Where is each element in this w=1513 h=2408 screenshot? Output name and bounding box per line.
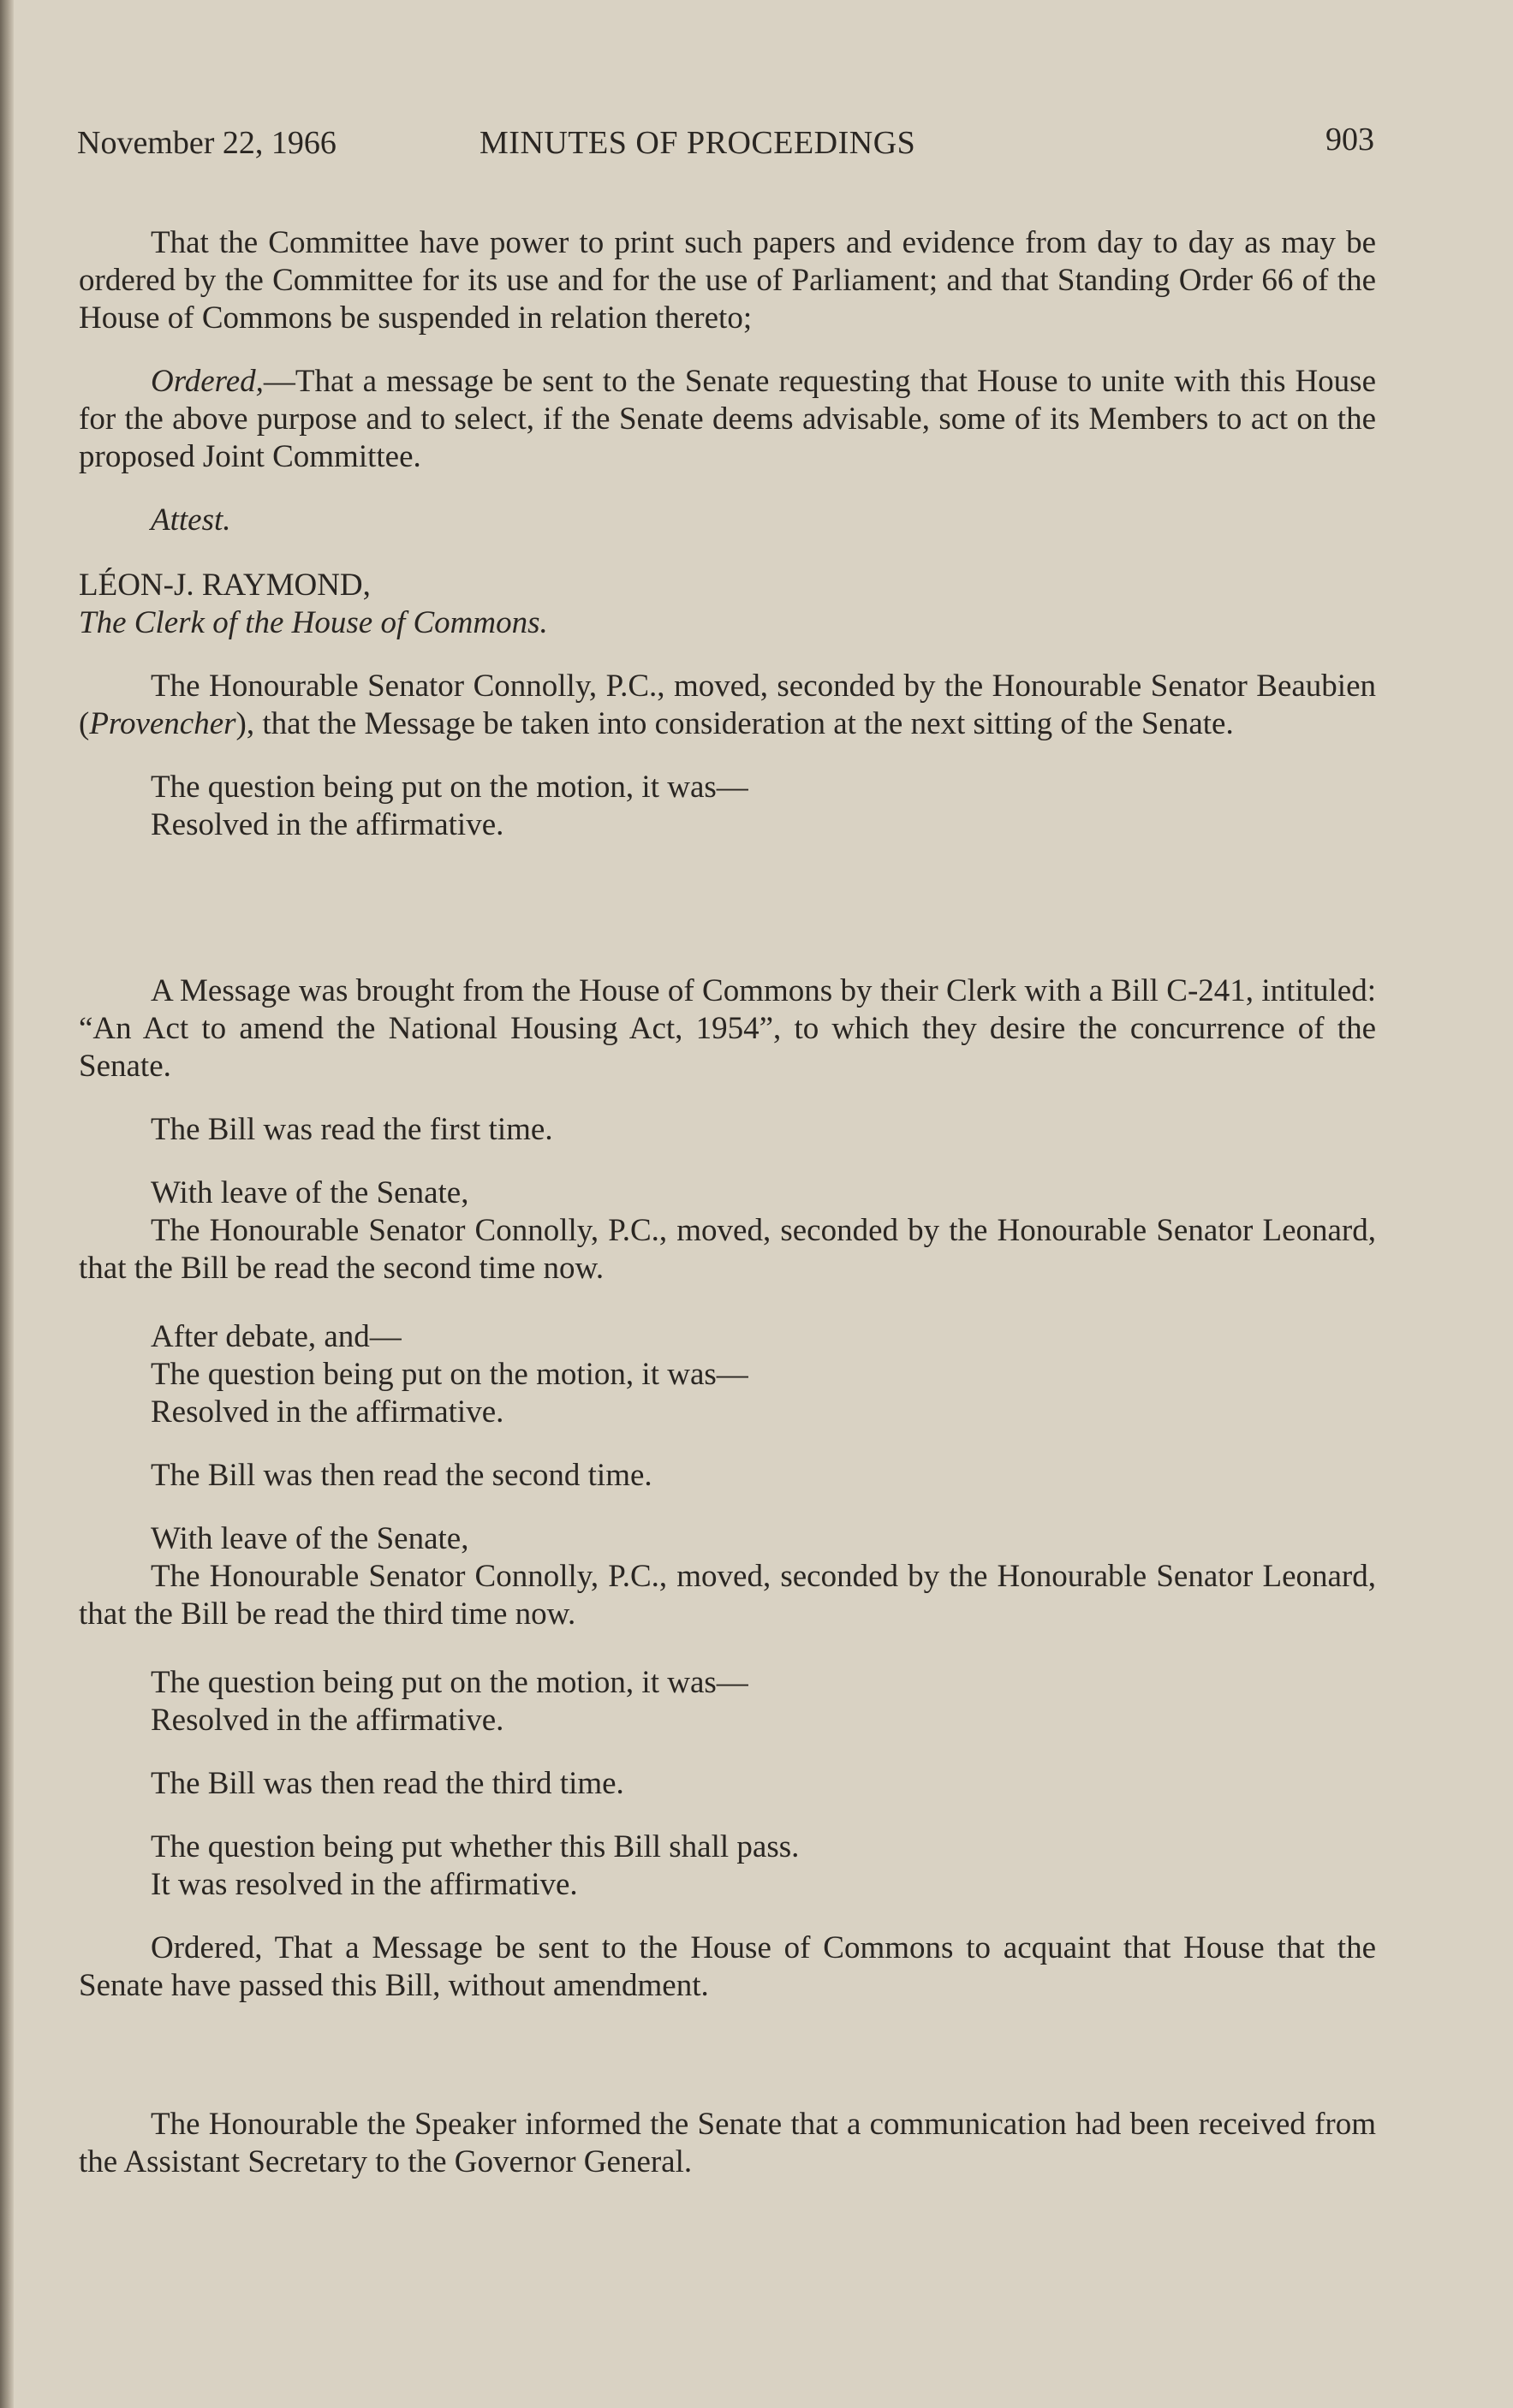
motion-text-b: ), that the Message be taken into consideration at the next sitting of the Senate. — [235, 706, 1234, 741]
question-line: The question being put on the motion, it was— — [151, 1665, 748, 1700]
third-reading-line: The Bill was then read the third time. — [151, 1766, 624, 1801]
question-line: The question being put on the motion, it was— — [151, 1357, 748, 1392]
attest-line — [79, 502, 1376, 539]
header-title: MINUTES OF PROCEEDINGS — [480, 125, 916, 161]
second-reading-line: The Bill was then read the second time. — [151, 1458, 652, 1493]
attest-label: Attest. — [151, 502, 231, 538]
paragraph-consideration-motion — [79, 668, 1376, 743]
question-line: The question being put on the motion, it was— — [151, 770, 748, 805]
resolved-line: Resolved in the affirmative. — [151, 1394, 504, 1430]
resolved-line: Resolved in the affirmative. — [151, 807, 504, 842]
paragraph-ordered-acquaint: Ordered, That a Message be sent to the House of Commons to acquaint that House that the Senate have passed this Bill, without amendment. — [79, 1930, 1376, 2003]
signatory-role: The Clerk of the House of Commons. — [79, 605, 548, 640]
ordered-label: Ordered, — [151, 364, 264, 399]
paragraph-bill-message: A Message was brought from the House of Commons by their Clerk with a Bill C-241, intituled: “An Act to amend the National Housing Act, 1954”, to which they desire the concurrence of the Senate. — [79, 973, 1376, 1084]
paragraph-ordered-message — [79, 363, 1376, 476]
signatory-name: LÉON-J. RAYMOND, — [79, 568, 371, 603]
paragraph-committee-power: That the Committee have power to print such papers and evidence from day to day as may be ordered by the Committee for its use and for the use of Parliament; and that Standing Order 66 of the House of Commons be suspended in relation thereto; — [79, 225, 1376, 336]
page-header — [77, 124, 1374, 167]
first-reading-line: The Bill was read the first time. — [151, 1112, 553, 1147]
third-reading-motion: The Honourable Senator Connolly, P.C., moved, seconded by the Honourable Senator Leonard, that the Bill be read the third time now. — [79, 1559, 1376, 1632]
pass-resolved-line: It was resolved in the affirmative. — [151, 1867, 578, 1902]
document-body — [79, 224, 1376, 2181]
motion-text-a: The Honourable Senator Connolly, P.C., moved, seconded by the Honourable Senator Beaubien ( — [79, 669, 1376, 741]
page-number: 903 — [1325, 122, 1374, 158]
leave-line: With leave of the Senate, — [151, 1521, 469, 1556]
resolved-line: Resolved in the affirmative. — [151, 1703, 504, 1738]
pass-question-line: The question being put whether this Bill shall pass. — [151, 1829, 800, 1864]
paragraph-speaker-communication: The Honourable the Speaker informed the Senate that a communication had been received from the Assistant Secretary to the Governor General. — [79, 2107, 1376, 2179]
leave-line: With leave of the Senate, — [151, 1175, 469, 1210]
ordered-text: —That a message be sent to the Senate requesting that House to unite with this House for the above purpose and to select, if the Senate deems advisable, some of its Members to act on the proposed Joint Committee. — [79, 364, 1376, 474]
header-date: November 22, 1966 — [77, 125, 337, 161]
motion-text-italic: Provencher — [89, 706, 236, 741]
second-reading-motion: The Honourable Senator Connolly, P.C., moved, seconded by the Honourable Senator Leonard, that the Bill be read the second time now. — [79, 1213, 1376, 1286]
debate-line: After debate, and— — [151, 1319, 402, 1354]
